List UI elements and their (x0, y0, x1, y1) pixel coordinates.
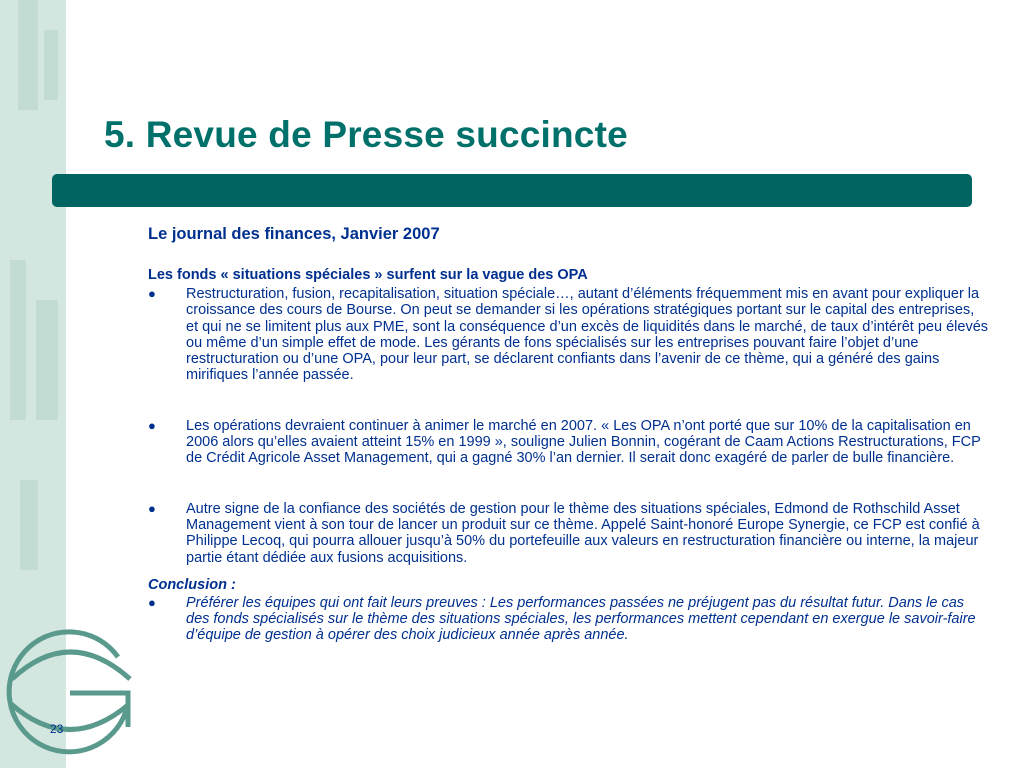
bullet-text: Autre signe de la confiance des sociétés de gestion pour le thème des situations spéciales, Edmond de Rothschild Asset Management vient à son tour de lancer un produit sur ce thème. Appelé Saint-honoré Europe Synergie, ce FCP est confié à Philippe Lecoq, qui pourra allouer jusqu’à 50% du portefeuille aux valeurs en restructuration financière ou interne, la majeur partie étant dédiée aux fusions acquisitions. (186, 500, 980, 566)
bullet-dot-icon: ● (148, 286, 156, 301)
bullet-dot-icon: ● (148, 594, 156, 610)
bullet-dot-icon: ● (148, 417, 156, 433)
conclusion-text: Préférer les équipes qui ont fait leurs preuves : Les performances passées ne préjugent pas du résultat futur. Dans le cas des fonds spécialisés sur le thème des situations spéciales, les performances mettent cependant en exergue le savoir-faire d’équipe de gestion à opérer des choix judicieux année après année. (186, 594, 976, 644)
conclusion-heading: Conclusion : (148, 576, 236, 593)
conclusion-list (148, 595, 990, 644)
list-item (148, 501, 990, 566)
list-item (148, 418, 990, 467)
list-item (148, 286, 990, 384)
title-underline-bar (52, 174, 972, 207)
bullet-dot-icon: ● (148, 500, 156, 516)
slide-title: 5. Revue de Presse succincte (104, 114, 628, 155)
bullet-text: Les opérations devraient continuer à animer le marché en 2007. « Les OPA n’ont porté que sur 10% de la capitalisation en 2006 alors qu’elles avaient atteint 15% en 1999 », souligne Julien Bonnin, cogérant de Caam Actions Restructurations, FCP de Crédit Agricole Asset Management, qui a gagné 30% l’an dernier. Il serait donc exagéré de parler de bulle financière. (186, 417, 981, 467)
page-number: 23 (50, 722, 64, 736)
g-monogram-logo-icon (0, 615, 140, 768)
article-headline: Les fonds « situations spéciales » surfent sur la vague des OPA (148, 267, 588, 283)
article-bullets (148, 286, 990, 566)
article-content (148, 222, 990, 644)
bullet-text: Restructuration, fusion, recapitalisation, situation spéciale…, autant d’éléments fréquemment mis en avant pour expliquer la croissance des cours de Bourse. On peut se demander si les opérations stratégiques portant sur le capital des entreprises, et qui ne se limitent plus aux PME, sont la conséquence d’un excès de liquidités dans le marché, de taux d’intérêt peu élevés ou même d’un simple effet de mode. Les gérants de fons spécialisés sur les entreprises pouvant faire l’objet d’une restructuration ou d’une OPA, pour leur part, se déclarent confiants dans l’avenir de ce thème, qui a généré des gains mirifiques l’année passée. (186, 286, 989, 384)
conclusion-item (148, 595, 990, 644)
article-source: Le journal des finances, Janvier 2007 (148, 225, 440, 243)
